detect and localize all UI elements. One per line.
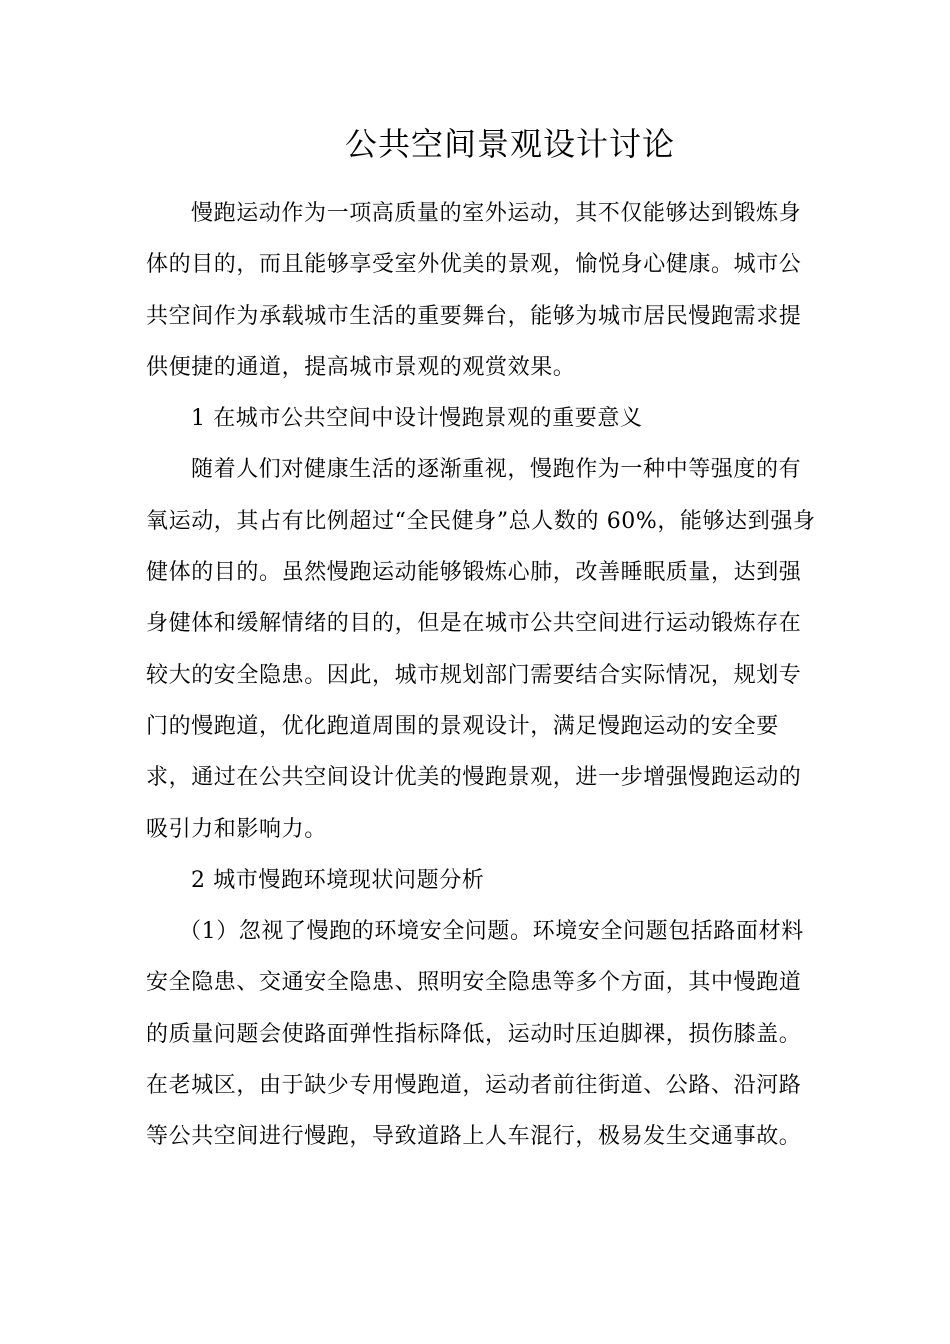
paragraph-line: 求，通过在公共空间设计优美的慢跑景观，进一步增强慢跑运动的 bbox=[146, 765, 802, 791]
document-body bbox=[146, 196, 816, 1171]
section-heading: 2 城市慢跑环境现状问题分析 bbox=[191, 867, 485, 893]
paragraph-line: 等公共空间进行慢跑，导致道路上人车混行，极易发生交通事故。 bbox=[146, 1124, 802, 1150]
paragraph-line: 的质量问题会使路面弹性指标降低，运动时压迫脚祼，损伤膝盖。 bbox=[146, 1021, 802, 1047]
paragraph-line: 慢跑运动作为一项高质量的室外运动，其不仅能够达到锻炼身 bbox=[191, 201, 802, 226]
section-heading: 1 在城市公共空间中设计慢跑景观的重要意义 bbox=[191, 406, 643, 432]
paragraph-line: 安全隐患、交通安全隐患、照明安全隐患等多个方面，其中慢跑道 bbox=[146, 970, 802, 996]
paragraph-line: 吸引力和影响力。 bbox=[146, 816, 327, 842]
paragraph-line: 较大的安全隐患。因此，城市规划部门需要结合实际情况，规划专 bbox=[146, 662, 802, 688]
paragraph-line: 氧运动，其占有比例超过“全民健身”总人数的 60%，能够达到强身 bbox=[146, 508, 816, 534]
document-title: 公共空间景观设计讨论 bbox=[344, 125, 675, 163]
paragraph-line: 体的目的，而且能够享受室外优美的景观，愉悦身心健康。城市公 bbox=[146, 252, 802, 278]
paragraph-line: 在老城区，由于缺少专用慢跑道，运动者前往街道、公路、沿河路 bbox=[146, 1073, 802, 1099]
paragraph-line: 共空间作为承载城市生活的重要舞台，能够为城市居民慢跑需求提 bbox=[146, 303, 802, 329]
paragraph-line: 供便捷的通道，提高城市景观的观赏效果。 bbox=[146, 354, 576, 380]
paragraph-line: 门的慢跑道，优化跑道周围的景观设计，满足慢跑运动的安全要 bbox=[146, 713, 779, 739]
paragraph-line: 健体的目的。虽然慢跑运动能够锻炼心肺，改善睡眠质量，达到强 bbox=[146, 560, 802, 586]
paragraph-line: （1）忽视了慢跑的环境安全问题。环境安全问题包括路面材料 bbox=[179, 919, 804, 945]
paragraph-line: 身健体和缓解情绪的目的，但是在城市公共空间进行运动锻炼存在 bbox=[146, 611, 802, 637]
paragraph-line: 随着人们对健康生活的逐渐重视，慢跑作为一种中等强度的有 bbox=[191, 457, 802, 483]
